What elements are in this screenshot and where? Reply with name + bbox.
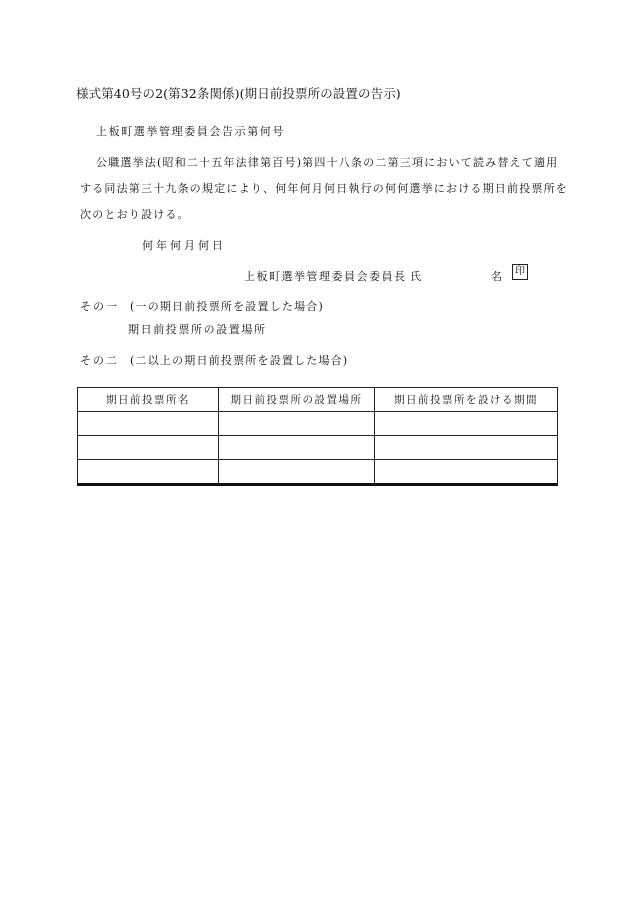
polling-station-table-wrap	[77, 387, 557, 486]
table-cell	[78, 412, 219, 436]
table-header-row	[78, 388, 558, 412]
body-text-line-2: する同法第三十九条の規定により、何年何月何日執行の何何選挙における期日前投票所を	[80, 182, 568, 195]
body-text-line-1: 公職選挙法(昭和二十五年法律第百号)第四十八条の二第三項において読み替えて適用	[96, 156, 559, 169]
case-1-label: その一	[80, 300, 119, 313]
table-cell	[219, 436, 375, 460]
page-title: 様式第40号の2(第32条関係)(期日前投票所の設置の告示)	[76, 86, 401, 101]
case-2-description: (二以上の期日前投票所を設置した場合)	[130, 354, 349, 367]
installation-place-label: 期日前投票所の設置場所	[128, 323, 267, 336]
notice-number: 上板町選挙管理委員会告示第何号	[96, 125, 285, 138]
table-row	[78, 460, 558, 485]
header-station-name: 期日前投票所名	[78, 388, 219, 412]
table-cell	[375, 412, 558, 436]
header-station-location: 期日前投票所の設置場所	[219, 388, 375, 412]
given-name-label: 名	[491, 270, 502, 283]
table-cell	[375, 460, 558, 485]
seal-mark: 印	[512, 264, 528, 280]
table-cell	[219, 460, 375, 485]
table-row	[78, 436, 558, 460]
table-cell	[78, 436, 219, 460]
table-cell	[219, 412, 375, 436]
notice-date: 何年何月何日	[142, 239, 226, 252]
chairman-title: 上板町選挙管理委員会委員長	[244, 270, 407, 283]
body-text-line-3: 次のとおり設ける。	[80, 208, 190, 221]
case-2-label: その二	[80, 354, 119, 367]
table-cell	[375, 436, 558, 460]
table-row	[78, 412, 558, 436]
polling-station-table	[77, 387, 558, 486]
surname-label: 氏	[410, 270, 421, 283]
header-station-period: 期日前投票所を設ける期間	[375, 388, 558, 412]
case-1-description: (一の期日前投票所を設置した場合)	[130, 300, 324, 313]
table-cell	[78, 460, 219, 485]
